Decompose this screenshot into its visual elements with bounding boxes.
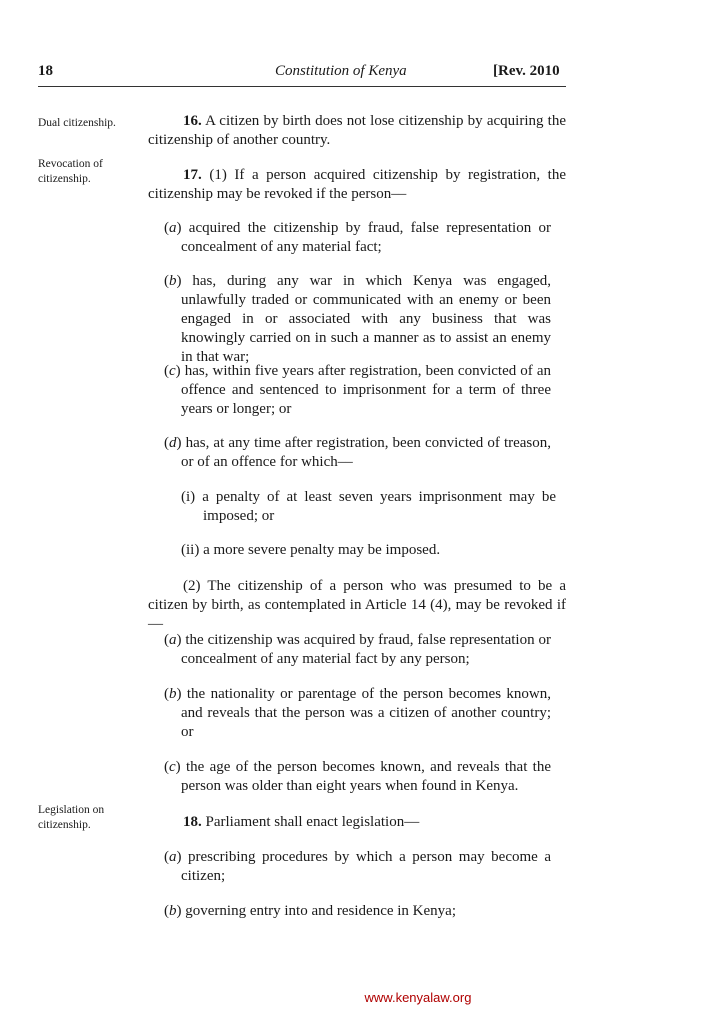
list-item-17-2-b: (b) the nationality or parentage of the person becomes known, and reveals that the person was a citizen of another country; or [164, 686, 551, 740]
list-item-17-1-d: (d) has, at any time after registration, been convicted of treason, or of an offence for which–– [164, 435, 552, 470]
list-item-17-1-b: (b) has, during any war in which Kenya was engaged, unlawfully traded or communicated with an enemy or been engaged in or associated with any business that was knowingly carried on in such a manner as to assist an enemy in that war; [164, 273, 552, 365]
footer [0, 990, 728, 1005]
list-item-17-2-c: (c) the age of the person becomes known, and reveals that the person was older than eight years when found in Kenya. [164, 759, 551, 794]
article-17 [148, 166, 566, 204]
revision-label: [Rev. 2010 [493, 63, 560, 79]
list-item-17-2-a: (a) the citizenship was acquired by fraud, false representation or concealment of any material fact by any person; [164, 632, 551, 667]
list-item-17-1-c: (c) has, within five years after registration, been convicted of an offence and sentenced to imprisonment for a term of three years or longer; or [164, 363, 551, 417]
list-item-18-b: (b) governing entry into and residence in Kenya; [164, 903, 456, 919]
list-item-18-a: (a) prescribing procedures by which a person may become a citizen; [164, 849, 551, 884]
article-17-clause-1: (1) If a person acquired citizenship by registration, the citizenship may be revoked if the person–– [148, 167, 567, 202]
running-title: Constitution of Kenya [275, 63, 407, 79]
article-16 [148, 112, 566, 150]
article-16-text: A citizen by birth does not lose citizenship by acquiring the citizenship of another country. [148, 113, 566, 148]
article-18-text: Parliament shall enact legislation— [205, 814, 420, 830]
margin-note-dual-citizenship: Dual citizenship. [38, 117, 116, 129]
sub-item-ii: (ii) a more severe penalty may be imposed. [181, 542, 441, 558]
article-17-clause-2: (2) The citizenship of a person who was presumed to be a citizen by birth, as contemplated in Article 14 (4), may be revoked if— [148, 578, 566, 632]
sub-item-i: (i) a penalty of at least seven years imprisonment may be imposed; or [181, 489, 556, 524]
page-number: 18 [38, 63, 53, 79]
margin-note-legislation: Legislation on citizenship. [38, 804, 105, 831]
margin-note-revocation: Revocation of citizenship. [38, 158, 103, 185]
article-16-number: 16. [183, 113, 202, 129]
article-18-number: 18. [183, 814, 202, 830]
header-rule [38, 86, 566, 87]
list-item-17-1-a: (a) acquired the citizenship by fraud, false representation or concealment of any material fact; [164, 220, 551, 255]
article-17-number: 17. [183, 167, 202, 183]
article-18 [148, 813, 566, 832]
footer-url[interactable]: www.kenyalaw.org [364, 990, 472, 1005]
